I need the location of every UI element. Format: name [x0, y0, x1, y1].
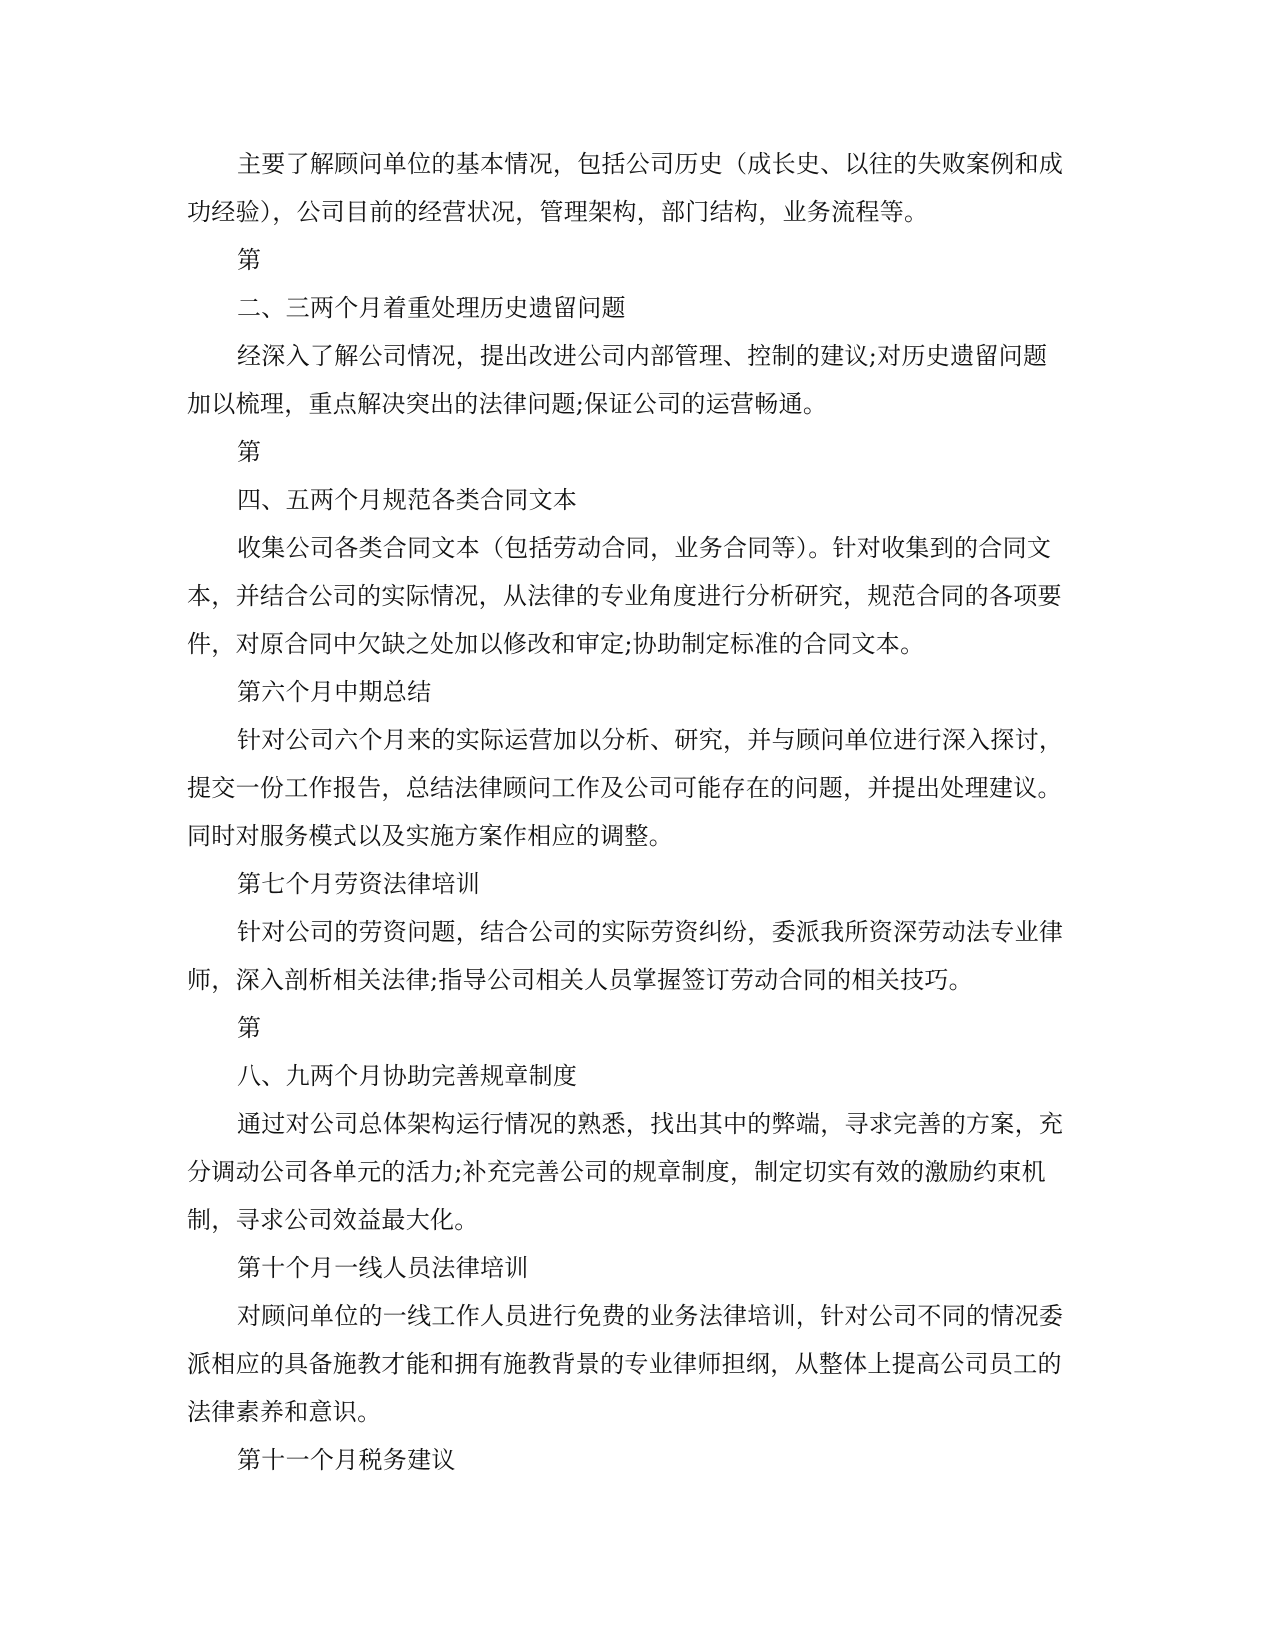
paragraph-line: 本，并结合公司的实际情况，从法律的专业角度进行分析研究，规范合同的各项要	[187, 582, 1062, 610]
section-heading: 八、九两个月协助完善规章制度	[237, 1062, 578, 1090]
paragraph-line: 针对公司的劳资问题，结合公司的实际劳资纠纷，委派我所资深劳动法专业律	[237, 918, 1064, 946]
paragraph-line: 功经验），公司目前的经营状况，管理架构，部门结构，业务流程等。	[187, 198, 929, 226]
paragraph-line: 同时对服务模式以及实施方案作相应的调整。	[187, 822, 673, 850]
section-label: 第	[237, 438, 262, 466]
section-heading: 第十一个月税务建议	[237, 1446, 456, 1474]
paragraph-line: 分调动公司各单元的活力;补充完善公司的规章制度，制定切实有效的激励约束机	[187, 1158, 1046, 1186]
paragraph-line: 经深入了解公司情况，提出改进公司内部管理、控制的建议;对历史遗留问题	[237, 342, 1048, 370]
section-label: 第	[237, 246, 262, 274]
document-body	[187, 140, 1092, 1484]
paragraph-line: 派相应的具备施教才能和拥有施教背景的专业律师担纲，从整体上提高公司员工的	[187, 1350, 1062, 1378]
paragraph-line: 制，寻求公司效益最大化。	[187, 1206, 479, 1234]
paragraph-line: 加以梳理，重点解决突出的法律问题;保证公司的运营畅通。	[187, 390, 828, 418]
paragraph-line: 对顾问单位的一线工作人员进行免费的业务法律培训，针对公司不同的情况委	[237, 1302, 1064, 1330]
paragraph-line: 收集公司各类合同文本（包括劳动合同，业务合同等）。针对收集到的合同文	[237, 534, 1052, 562]
paragraph-line: 提交一份工作报告，总结法律顾问工作及公司可能存在的问题，并提出处理建议。	[187, 774, 1062, 802]
paragraph-line: 针对公司六个月来的实际运营加以分析、研究，并与顾问单位进行深入探讨，	[237, 726, 1064, 754]
section-heading: 第十个月一线人员法律培训	[237, 1254, 529, 1282]
paragraph-line: 通过对公司总体架构运行情况的熟悉，找出其中的弊端，寻求完善的方案，充	[237, 1110, 1064, 1138]
section-heading: 四、五两个月规范各类合同文本	[237, 486, 578, 514]
section-heading: 第六个月中期总结	[237, 678, 432, 706]
paragraph-line: 件，对原合同中欠缺之处加以修改和审定;协助制定标准的合同文本。	[187, 630, 925, 658]
paragraph-line: 法律素养和意识。	[187, 1398, 382, 1426]
section-label: 第	[237, 1014, 262, 1042]
paragraph-line: 师，深入剖析相关法律;指导公司相关人员掌握签订劳动合同的相关技巧。	[187, 966, 973, 994]
section-heading: 二、三两个月着重处理历史遗留问题	[237, 294, 626, 322]
section-heading: 第七个月劳资法律培训	[237, 870, 480, 898]
paragraph-line: 主要了解顾问单位的基本情况，包括公司历史（成长史、以往的失败案例和成	[237, 150, 1064, 178]
